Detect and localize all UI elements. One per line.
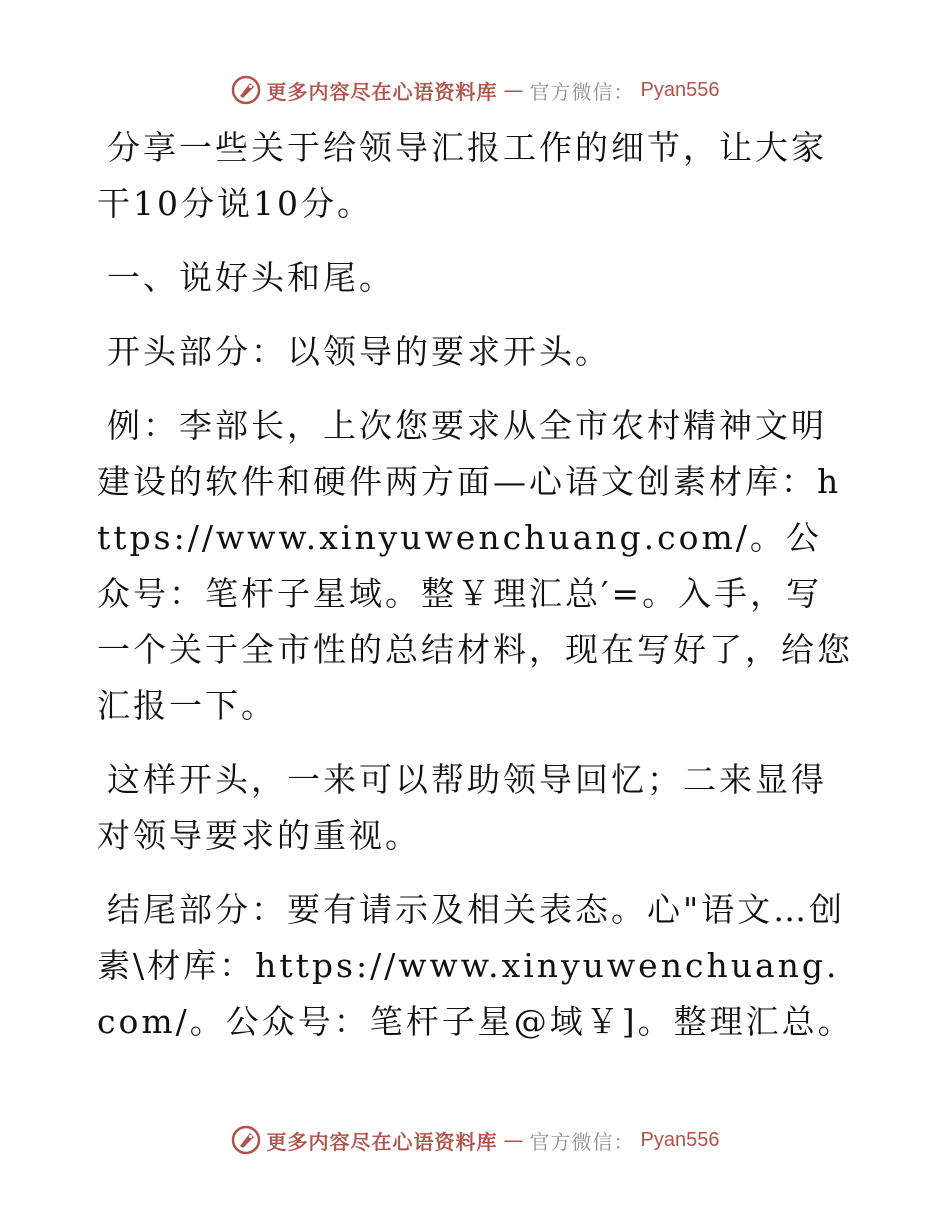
- paragraph-benefit: 这样开头，一来可以帮助领导回忆；二来显得对领导要求的重视。: [97, 760, 827, 855]
- paragraph-opening: 开头部分：以领导的要求开头。: [107, 332, 611, 371]
- paragraph-intro: 分享一些关于给领导汇报工作的细节，让大家干10分说10分。: [97, 128, 827, 223]
- header-wechat-id: Pyan556: [640, 78, 720, 101]
- footer-site-text: 更多内容尽在心语资料库: [266, 1129, 498, 1154]
- paragraph-heading-one: 一、说好头和尾。: [107, 258, 395, 297]
- footer-wechat-id: Pyan556: [640, 1128, 720, 1151]
- footer-banner: [0, 1120, 950, 1160]
- header-dash: —: [503, 78, 524, 102]
- header-site-text: 更多内容尽在心语资料库: [266, 79, 498, 104]
- footer-dash: —: [503, 1128, 524, 1152]
- pen-nib-logo-icon: [231, 1125, 261, 1155]
- paragraph-example: 例：李部长，上次您要求从全市农村精神文明建设的软件和硬件两方面—心语文创素材库：https://www.xinyuwenchuang.com/。公众号：笔杆子星域。整￥理汇总′=。入手，写一个关于全市性的总结材料，现在写好了，给您汇报一下。: [97, 406, 853, 725]
- footer-wechat-label: 官方微信：: [529, 1129, 635, 1154]
- header-wechat-label: 官方微信：: [529, 79, 635, 104]
- header-banner: [0, 70, 950, 110]
- paragraph-ending: 结尾部分：要有请示及相关表态。心"语文…创素\材库：https://www.xinyuwenchuang.com/。公众号：笔杆子星@域￥]。整理汇总。: [97, 890, 854, 1041]
- pen-nib-logo-icon: [231, 75, 261, 105]
- document-body: [97, 120, 857, 1068]
